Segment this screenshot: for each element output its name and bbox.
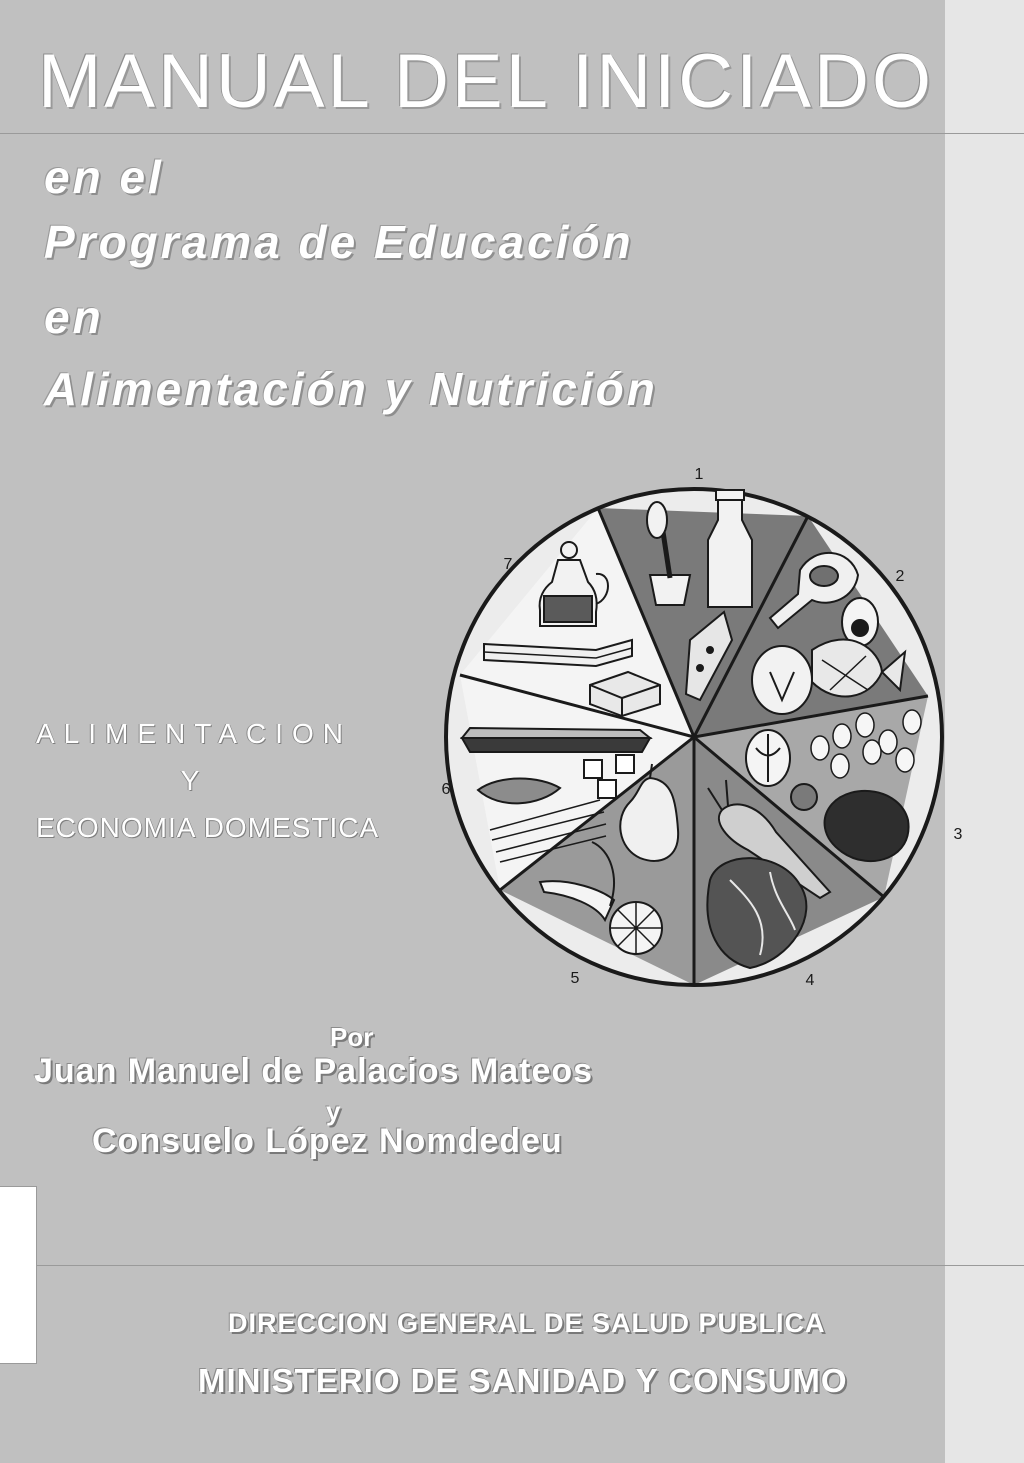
agency-directorate: DIRECCION GENERAL DE SALUD PUBLICA: [228, 1308, 826, 1338]
author-and: y: [326, 1096, 341, 1126]
ham-icon: [752, 646, 812, 714]
sector-label-2: 2: [895, 568, 905, 585]
author-1: Juan Manuel de Palacios Mateos: [34, 1052, 594, 1090]
orange-slice-icon: [610, 902, 662, 954]
sector-label-1: 1: [694, 466, 704, 483]
bread-loaf-icon: [462, 728, 650, 752]
library-label: [0, 1186, 37, 1364]
side-title-line-1: ALIMENTACION: [36, 718, 352, 749]
side-title-line-2: Y: [180, 765, 200, 796]
sector-label-4: 4: [805, 972, 815, 989]
byline-por: Por: [330, 1022, 374, 1052]
sector-label-7: 7: [503, 556, 513, 573]
author-2: Consuelo López Nomdedeu: [92, 1122, 563, 1160]
walnut-icon: [746, 730, 790, 786]
food-wheel: [430, 450, 963, 1010]
sector-label-6: 6: [441, 781, 451, 798]
sector-label-3: 3: [953, 826, 963, 843]
top-rule: [0, 133, 1024, 134]
bottom-rule: [0, 1265, 1024, 1266]
subtitle-line-1: en el: [44, 151, 164, 203]
sector-label-5: 5: [570, 970, 580, 987]
cover-title: MANUAL DEL INICIADO: [38, 39, 934, 124]
side-title-line-3: ECONOMIA DOMESTICA: [36, 812, 380, 843]
agency-ministry: MINISTERIO DE SANIDAD Y CONSUMO: [198, 1362, 848, 1399]
subtitle-line-4: Alimentación y Nutrición: [44, 363, 658, 415]
subtitle-line-3: en: [44, 291, 104, 343]
subtitle-line-2: Programa de Educación: [44, 216, 634, 268]
